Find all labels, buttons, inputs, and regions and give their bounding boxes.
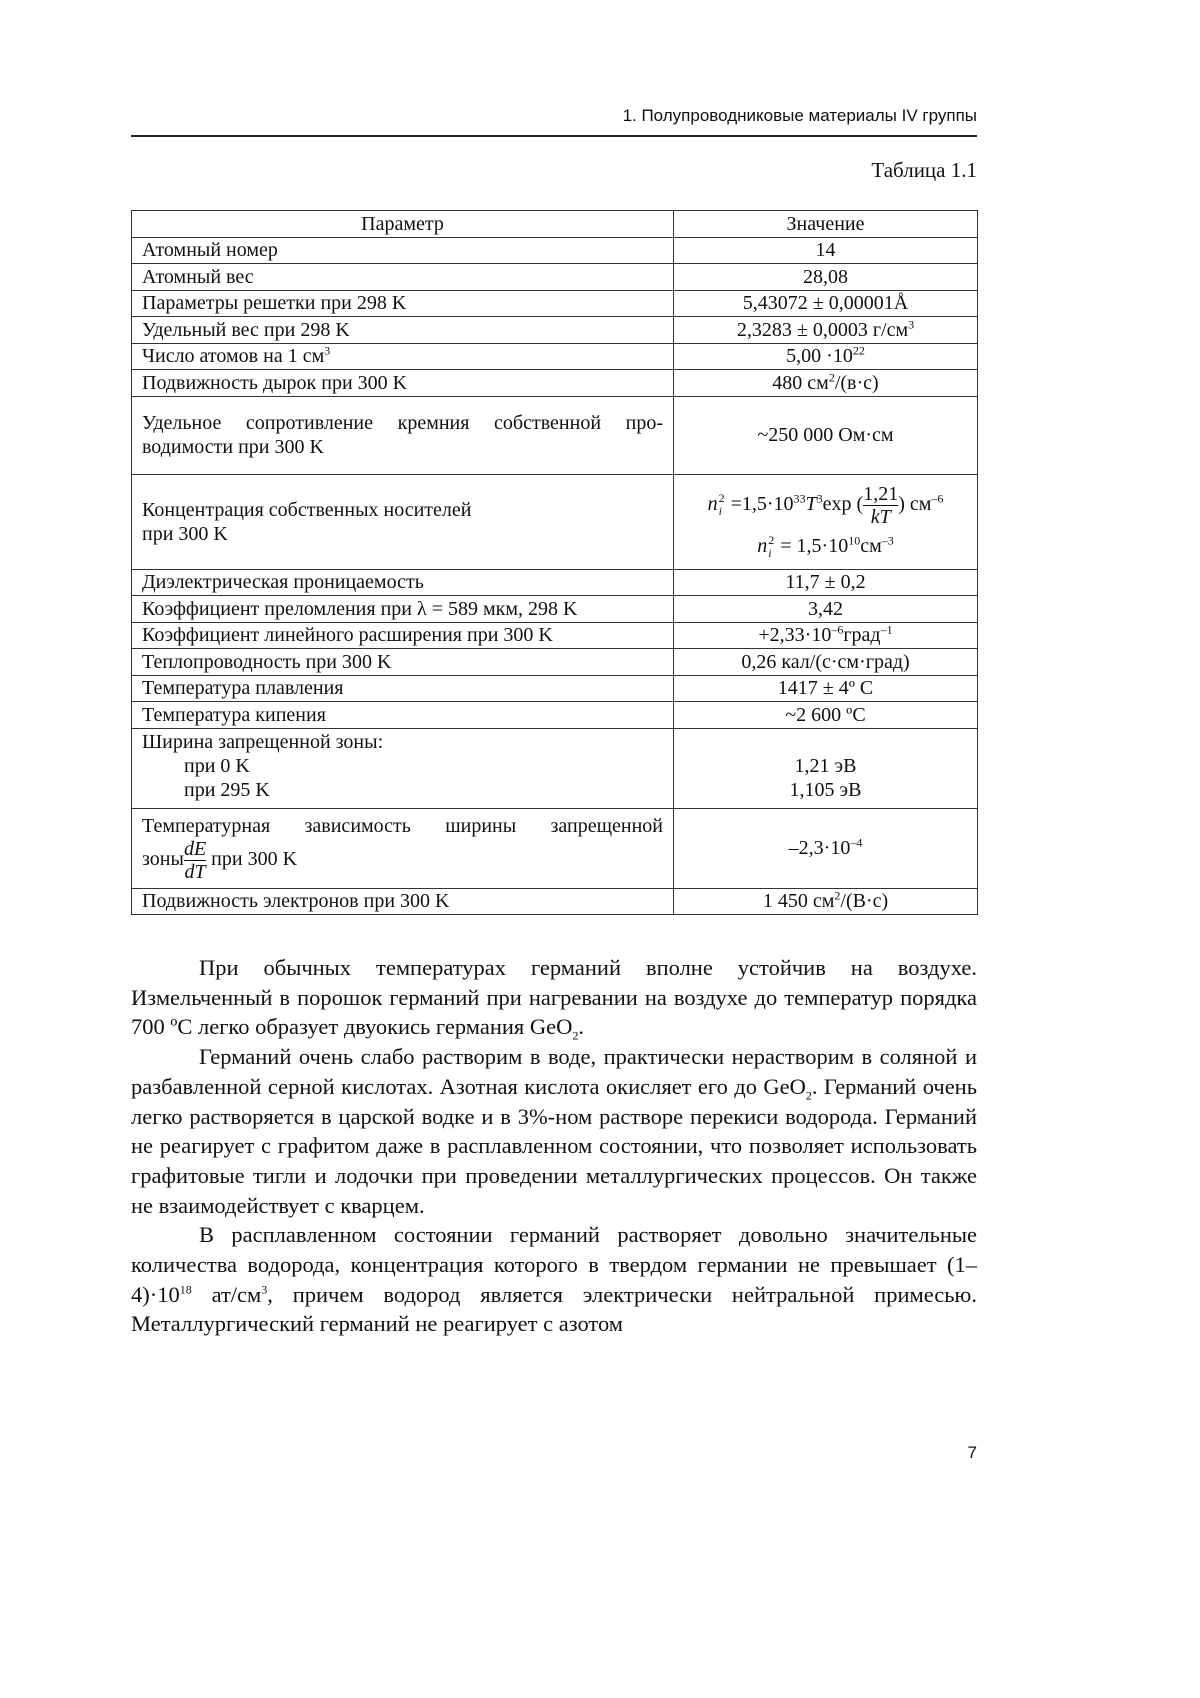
numerator: dE [184, 838, 206, 861]
text: При обычных температурах германий вполне устойчив на воздухе. Измельченный в порошок германий при нагревании на воздухе до температур порядка 700 ºС легко образует двуокись германия GeO [131, 955, 977, 1039]
superscript: 2 [719, 492, 725, 505]
properties-table [131, 210, 978, 915]
param-text: при 0 K [142, 754, 663, 778]
param-text: при 300 K [142, 523, 228, 545]
table-row [132, 569, 978, 596]
formula-text: ) см [898, 493, 931, 515]
table-row [132, 237, 978, 264]
param-cell: Коэффициент линейного расширения при 300 K [132, 622, 674, 649]
superscript: –3 [882, 533, 894, 547]
table-row [132, 343, 978, 370]
value-cell: 0,26 кал/(с·см·град) [674, 649, 978, 676]
text: Германий очень слабо растворим в воде, практически нерастворим в соляной и разбавленной серной кислотах. Азотная кислота окисляет его до GeO [131, 1044, 977, 1099]
table-header-row [132, 211, 978, 238]
value-cell [674, 888, 978, 915]
superscript: 10 [848, 533, 860, 547]
denominator: kT [863, 506, 898, 528]
param-cell [132, 728, 674, 808]
superscript: 3 [324, 344, 330, 358]
table-row [132, 888, 978, 915]
paragraph [131, 953, 977, 1042]
text: ат/см [192, 1282, 262, 1307]
superscript: 3 [908, 317, 914, 331]
table-row [132, 728, 978, 808]
param-text: Число атомов на 1 см [142, 345, 324, 367]
param-text: при 300 K [206, 848, 297, 870]
sup-sub-stack [768, 534, 774, 560]
value-cell: ~250 000 Ом·см [674, 396, 978, 474]
table-row [132, 264, 978, 291]
table-row [132, 290, 978, 317]
value-cell: ~2 600 ºС [674, 702, 978, 729]
formula-ni-general [684, 483, 967, 528]
value-text: 2,3283 ± 0,0003 г/см [737, 319, 908, 341]
param-cell: Диэлектрическая проницаемость [132, 569, 674, 596]
value-text: град [843, 624, 880, 646]
formula-text: = 1,5·10 [775, 535, 848, 557]
superscript: 33 [794, 491, 806, 505]
column-header: Параметр [132, 211, 674, 238]
param-cell [132, 474, 674, 569]
value-cell: 3,42 [674, 596, 978, 623]
value-cell: 11,7 ± 0,2 [674, 569, 978, 596]
param-cell: Теплопроводность при 300 K [132, 649, 674, 676]
body-text [131, 953, 977, 1339]
value-text: 1,105 эВ [684, 778, 967, 802]
text: В расплавленном состоянии германий растворяет довольно значительные количества водорода, концентрация которого в твердом германии не превышает (1–4)·10 [131, 1222, 977, 1306]
table-caption: Таблица 1.1 [871, 158, 977, 183]
param-text: Ширина запрещенной зоны: [142, 730, 663, 754]
page-number: 7 [968, 1443, 977, 1463]
subscript: 2 [806, 1088, 812, 1102]
superscript: 3 [261, 1282, 267, 1296]
paragraph [131, 1220, 977, 1339]
value-text: 480 см [772, 372, 829, 394]
numerator: 1,21 [863, 483, 898, 506]
value-cell [674, 808, 978, 888]
value-text: 5,00 ·10 [786, 345, 853, 367]
param-cell: Подвижность дырок при 300 K [132, 370, 674, 397]
table-row [132, 702, 978, 729]
value-text: 1,21 эВ [684, 754, 967, 778]
param-text: Температурная зависимость ширины запрещенной [142, 814, 663, 838]
param-text: Концентрация собственных носителей [142, 498, 663, 522]
param-cell: Атомный вес [132, 264, 674, 291]
running-header: 1. Полупроводниковые материалы IV группы [131, 106, 977, 126]
formula-cell [674, 474, 978, 569]
fraction [863, 483, 898, 528]
table-row [132, 808, 978, 888]
table-row [132, 474, 978, 569]
value-cell [674, 317, 978, 344]
formula-ni-value [684, 534, 967, 560]
param-cell: Подвижность электронов при 300 K [132, 888, 674, 915]
text: . Германий очень легко растворяется в царской водке и в 3%-ном растворе перекиси водорода. Германий не реагирует с графитом даже в расплавленном состоянии, что позволяет использовать графитовые тигли и лодочки при проведении металлургических процессов. Он также не взаимодействует с кварцем. [131, 1074, 977, 1218]
denominator: dT [184, 861, 206, 883]
var: T [806, 493, 817, 515]
param-cell [132, 343, 674, 370]
header-rule [131, 135, 977, 137]
value-cell [674, 622, 978, 649]
subscript: i [768, 547, 774, 560]
var: n [757, 535, 767, 557]
param-text: водимости при 300 K [142, 436, 324, 458]
superscript: 2 [834, 889, 840, 903]
formula-text: см [860, 535, 882, 557]
column-header: Значение [674, 211, 978, 238]
param-cell: Температура кипения [132, 702, 674, 729]
value-cell: 14 [674, 237, 978, 264]
superscript: 22 [853, 344, 865, 358]
table-row [132, 675, 978, 702]
superscript: 18 [180, 1282, 192, 1296]
superscript: 2 [829, 370, 835, 384]
param-cell: Коэффициент преломления при λ = 589 мкм, 298 K [132, 596, 674, 623]
table-row [132, 649, 978, 676]
param-cell [132, 808, 674, 888]
param-text: при 295 K [142, 778, 663, 802]
superscript: –6 [831, 623, 843, 637]
table-row [132, 370, 978, 397]
param-cell: Параметры решетки при 298 K [132, 290, 674, 317]
subscript: i [719, 505, 725, 518]
superscript: –6 [931, 491, 943, 505]
param-cell [132, 396, 674, 474]
value-text: +2,33·10 [758, 624, 831, 646]
param-text: зоны [142, 848, 184, 870]
formula-text: =1,5·10 [726, 493, 794, 515]
fraction [184, 838, 206, 883]
var: n [708, 493, 718, 515]
superscript: 3 [817, 491, 823, 505]
param-text: Удельное сопротивление кремния собственной про- [142, 411, 663, 435]
value-cell [674, 343, 978, 370]
text: , причем водород является электрически нейтральной примесью. Металлургический германий не реагирует с азотом [131, 1282, 977, 1337]
param-cell: Атомный номер [132, 237, 674, 264]
paragraph [131, 1042, 977, 1220]
superscript: –1 [881, 623, 893, 637]
value-text: 1 450 см [763, 890, 835, 912]
sup-sub-stack [719, 492, 725, 518]
param-cell: Температура плавления [132, 675, 674, 702]
value-text: /(В·с) [840, 890, 888, 912]
superscript: 2 [768, 534, 774, 547]
table-row [132, 622, 978, 649]
formula-text: exp ( [823, 493, 864, 515]
value-cell [674, 728, 978, 808]
value-cell: 1417 ± 4º C [674, 675, 978, 702]
value-cell: 5,43072 ± 0,00001Å [674, 290, 978, 317]
text: . [578, 1014, 584, 1039]
param-cell: Удельный вес при 298 K [132, 317, 674, 344]
table-row [132, 596, 978, 623]
value-text: –2,3·10 [789, 837, 851, 859]
value-cell: 28,08 [674, 264, 978, 291]
subscript: 2 [572, 1029, 578, 1043]
table-row [132, 396, 978, 474]
superscript: –4 [850, 835, 862, 849]
value-text: /(в·с) [835, 372, 879, 394]
table-row [132, 317, 978, 344]
value-cell [674, 370, 978, 397]
